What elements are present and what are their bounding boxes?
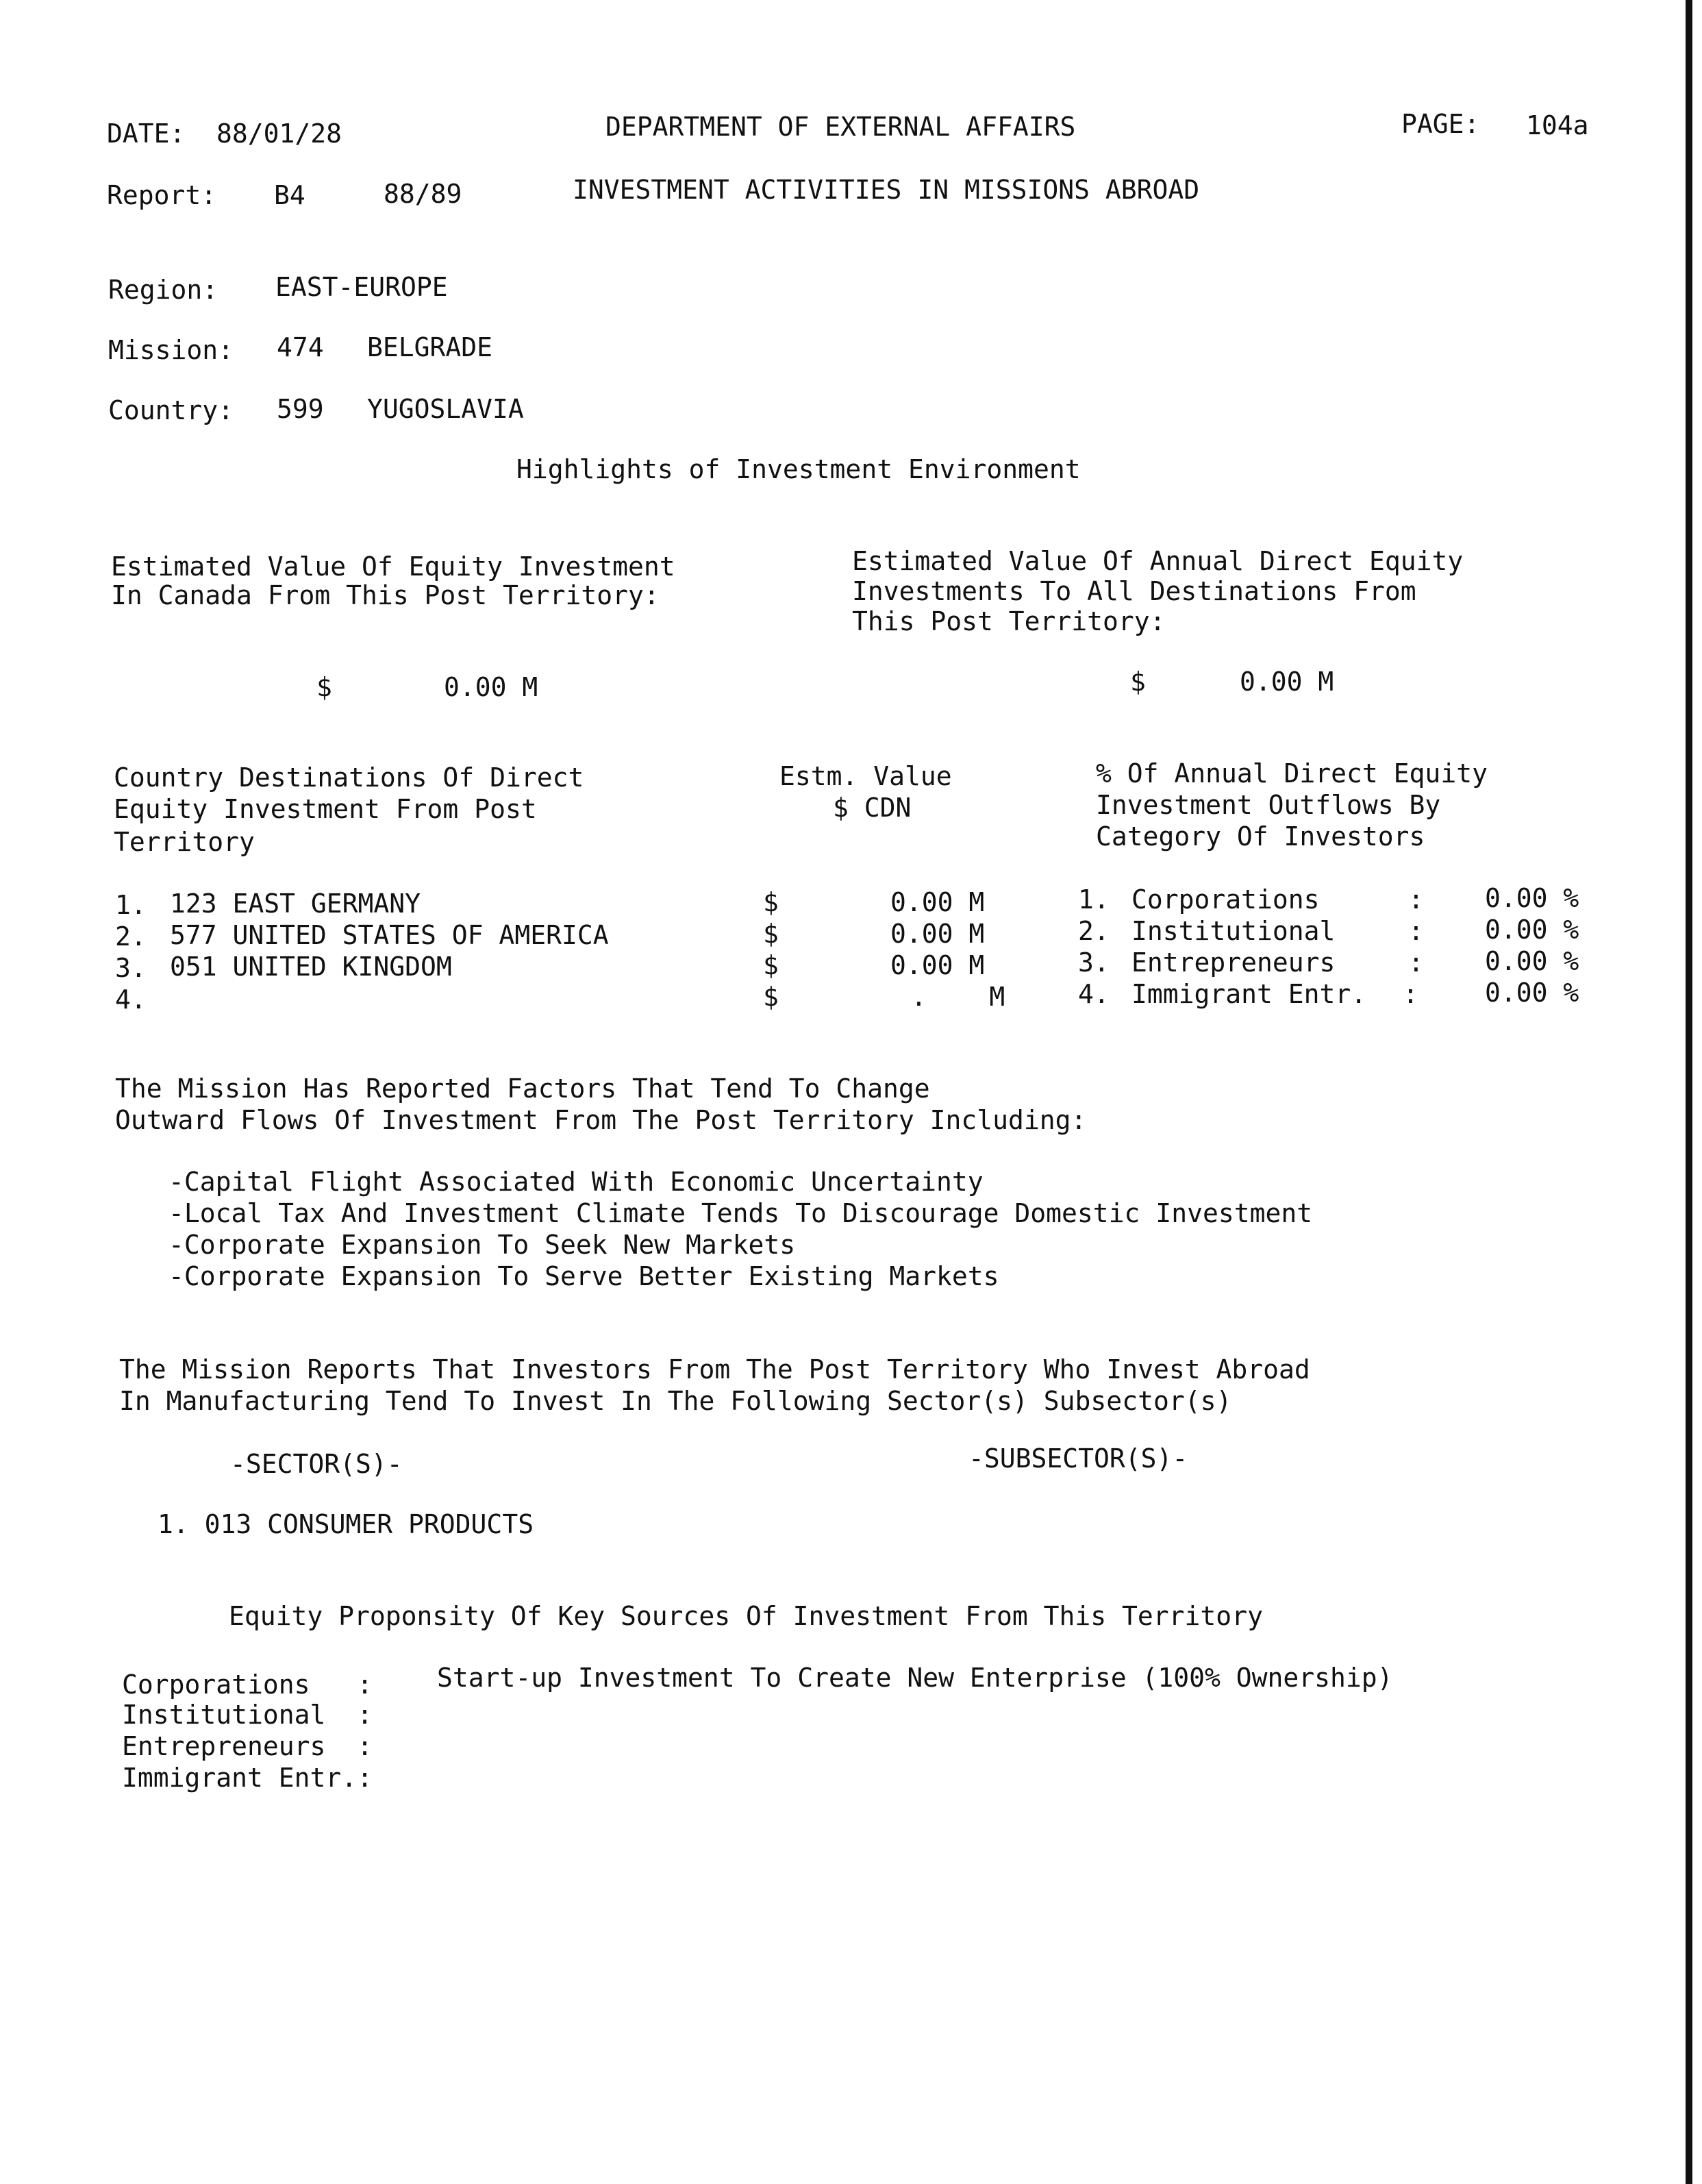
destinations-header-line2: Equity Investment From Post: [114, 794, 537, 824]
category-num: 1.: [1078, 884, 1110, 915]
category-header-line2: Investment Outflows By: [1096, 790, 1441, 820]
equity-in-canada-line2: In Canada From This Post Territory:: [111, 580, 660, 610]
category-value: 0.00 %: [1485, 946, 1579, 976]
category-name: Entrepreneurs: [1131, 947, 1336, 978]
mission-label: Mission:: [108, 335, 234, 365]
destination-value: 0.00 M: [890, 887, 985, 917]
sector-item: 1. 013 CONSUMER PRODUCTS: [158, 1509, 534, 1539]
destination-num: 2.: [115, 921, 147, 952]
category-sep: :: [1408, 884, 1424, 915]
sectors-intro-line2: In Manufacturing Tend To Invest In The Following Sector(s) Subsector(s): [119, 1386, 1232, 1416]
country-label: Country:: [108, 395, 234, 425]
annual-equity-value: 0.00 M: [1240, 667, 1334, 697]
sector-header: -SECTOR(S)-: [230, 1449, 403, 1479]
region-label: Region:: [108, 275, 218, 305]
date-label: DATE:: [107, 119, 186, 149]
factors-intro-line2: Outward Flows Of Investment From The Post Territory Including:: [115, 1105, 1087, 1135]
sectors-intro-line1: The Mission Reports That Investors From The Post Territory Who Invest Abroad: [119, 1354, 1310, 1385]
factor-item: -Capital Flight Associated With Economic Uncertainty: [168, 1167, 984, 1197]
destination-currency: $: [763, 919, 779, 949]
factor-item: -Local Tax And Investment Climate Tends To Discourage Domestic Investment: [168, 1198, 1313, 1228]
propensity-label: Corporations :: [122, 1670, 373, 1700]
page-label: PAGE:: [1401, 109, 1480, 139]
subsector-header: -SUBSECTOR(S)-: [968, 1443, 1188, 1474]
destination-value: 0.00 M: [890, 950, 985, 980]
annual-equity-currency: $: [1130, 667, 1146, 697]
destination-value: . M: [911, 982, 1005, 1012]
region-value: EAST-EUROPE: [275, 272, 448, 302]
category-value: 0.00 %: [1485, 883, 1579, 913]
category-value: 0.00 %: [1485, 915, 1579, 945]
date-value: 88/01/28: [216, 119, 342, 149]
category-num: 2.: [1078, 916, 1110, 946]
category-name: Institutional: [1131, 916, 1336, 946]
destination-currency: $: [763, 887, 779, 917]
country-name: YUGOSLAVIA: [367, 394, 524, 424]
destination-currency: $: [763, 982, 779, 1012]
propensity-label: Immigrant Entr.:: [122, 1763, 373, 1793]
annual-equity-line1: Estimated Value Of Annual Direct Equity: [852, 546, 1464, 576]
category-name: Corporations: [1131, 884, 1320, 915]
department-title: DEPARTMENT OF EXTERNAL AFFAIRS: [605, 112, 1076, 142]
report-code: B4: [274, 180, 305, 210]
equity-in-canada-currency: $: [316, 672, 332, 702]
category-sep: :: [1408, 916, 1424, 946]
country-code: 599: [277, 394, 324, 424]
annual-equity-line2: Investments To All Destinations From: [852, 576, 1416, 606]
category-sep: :: [1403, 979, 1418, 1009]
destination-num: 3.: [115, 953, 147, 983]
destinations-header-line1: Country Destinations Of Direct: [114, 762, 584, 793]
page-number: 104a: [1526, 110, 1589, 140]
equity-in-canada-line1: Estimated Value Of Equity Investment: [111, 551, 675, 582]
destination-num: 4.: [115, 984, 147, 1015]
value-header-line2: $ CDN: [833, 793, 912, 823]
category-num: 3.: [1078, 947, 1110, 978]
destination-country: 051 UNITED KINGDOM: [170, 952, 452, 982]
annual-equity-line3: This Post Territory:: [852, 606, 1166, 636]
destination-num: 1.: [115, 890, 147, 920]
report-year: 88/89: [384, 179, 462, 209]
destination-country: 123 EAST GERMANY: [170, 889, 421, 919]
propensity-title: Equity Proponsity Of Key Sources Of Investment From This Territory: [229, 1601, 1263, 1631]
propensity-value: Start-up Investment To Create New Enterprise (100% Ownership): [437, 1663, 1393, 1693]
category-header-line1: % Of Annual Direct Equity: [1096, 758, 1488, 789]
category-value: 0.00 %: [1485, 978, 1579, 1008]
value-header-line1: Estm. Value: [779, 761, 952, 791]
destination-value: 0.00 M: [890, 919, 985, 949]
mission-code: 474: [277, 332, 324, 362]
highlights-title: Highlights of Investment Environment: [516, 454, 1081, 484]
destination-currency: $: [763, 950, 779, 980]
propensity-label: Entrepreneurs :: [122, 1731, 373, 1761]
destination-country: 577 UNITED STATES OF AMERICA: [170, 920, 609, 950]
factor-item: -Corporate Expansion To Serve Better Existing Markets: [168, 1261, 999, 1291]
factor-item: -Corporate Expansion To Seek New Markets: [168, 1230, 796, 1260]
page-edge-border: [1686, 0, 1692, 2184]
report-title: INVESTMENT ACTIVITIES IN MISSIONS ABROAD: [573, 175, 1200, 205]
mission-name: BELGRADE: [367, 332, 493, 362]
category-name: Immigrant Entr.: [1131, 979, 1367, 1009]
propensity-label: Institutional :: [122, 1700, 373, 1730]
category-sep: :: [1408, 947, 1424, 978]
equity-in-canada-value: 0.00 M: [444, 672, 538, 702]
destinations-header-line3: Territory: [114, 827, 255, 857]
factors-intro-line1: The Mission Has Reported Factors That Tend To Change: [115, 1074, 930, 1104]
category-header-line3: Category Of Investors: [1096, 821, 1425, 852]
category-num: 4.: [1078, 979, 1110, 1009]
report-label: Report:: [107, 180, 217, 210]
